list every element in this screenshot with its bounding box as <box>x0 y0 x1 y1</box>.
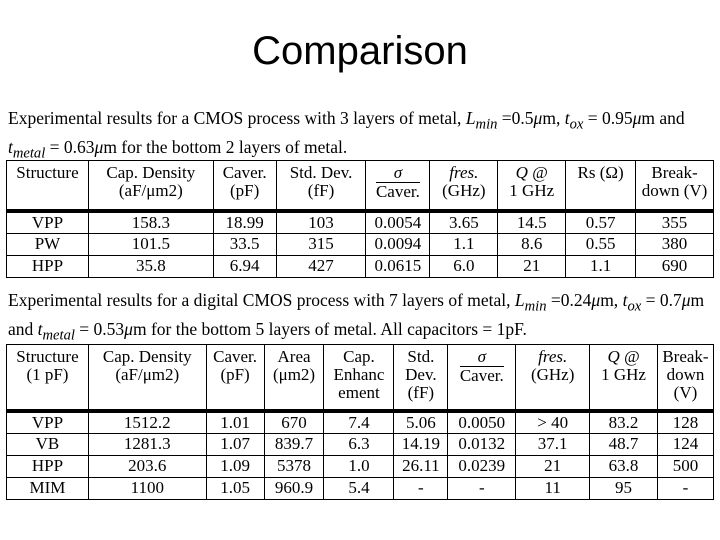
table-cell: 0.0050 <box>448 411 516 434</box>
table-row <box>7 455 714 477</box>
table-row <box>7 233 714 255</box>
table-cell: 63.8 <box>590 455 658 477</box>
header-area: Area (μm2) <box>264 345 324 411</box>
table-cell: 14.5 <box>498 211 566 234</box>
table-cell: 0.57 <box>566 211 636 234</box>
table-cell: 5.4 <box>324 477 394 499</box>
table-cell: 670 <box>264 411 324 434</box>
table-cell: 315 <box>276 233 366 255</box>
header-std-dev: Std. Dev. (fF) <box>394 345 448 411</box>
table-cell: 1.0 <box>324 455 394 477</box>
table-cell: 839.7 <box>264 433 324 455</box>
table-row <box>7 433 714 455</box>
table-cell: 0.0054 <box>366 211 430 234</box>
table-cell: 1100 <box>88 477 206 499</box>
header-fres: fres. (GHz) <box>516 345 590 411</box>
table-cell: 6.0 <box>430 255 498 277</box>
table1-header-row <box>7 161 714 211</box>
table2-caption: Experimental results for a digital CMOS process with 7 layers of metal, $L_{min} =0.24\mu m$, $t_{ox} = 0.7\mu m$ and $t_{metal} = 0.53\mu m$ for the bottom 5 layers of metal. All capacitors = 1pF. <box>8 290 705 343</box>
header-std-dev: Std. Dev. (fF) <box>276 161 366 211</box>
header-fres: fres. (GHz) <box>430 161 498 211</box>
table-cell: 21 <box>498 255 566 277</box>
header-structure: Structure (1 pF) <box>7 345 89 411</box>
table-cell: 124 <box>657 433 713 455</box>
table-cell: - <box>448 477 516 499</box>
header-q: Q @ 1 GHz <box>498 161 566 211</box>
slide-title: Comparison <box>252 29 468 73</box>
table-cell: 103 <box>276 211 366 234</box>
table-cell: 6.94 <box>213 255 276 277</box>
table-cell: 380 <box>636 233 714 255</box>
table-cell: 101.5 <box>88 233 213 255</box>
table-cell: 1.09 <box>206 455 264 477</box>
table-cell: - <box>394 477 448 499</box>
table-row <box>7 477 714 499</box>
table-cell: 35.8 <box>88 255 213 277</box>
table-cell: - <box>657 477 713 499</box>
row-label: VPP <box>7 211 89 234</box>
row-label: HPP <box>7 255 89 277</box>
table2 <box>6 344 714 500</box>
header-structure: Structure <box>7 161 89 211</box>
table1 <box>6 160 714 278</box>
table-cell: 1.1 <box>430 233 498 255</box>
table-cell: 355 <box>636 211 714 234</box>
header-breakdown: Break- down (V) <box>657 345 713 411</box>
table-cell: 7.4 <box>324 411 394 434</box>
table-cell: 1281.3 <box>88 433 206 455</box>
table-row <box>7 211 714 234</box>
table-cell: 1.05 <box>206 477 264 499</box>
table-cell: 1.1 <box>566 255 636 277</box>
table-cell: 128 <box>657 411 713 434</box>
table-cell: > 40 <box>516 411 590 434</box>
table-cell: 14.19 <box>394 433 448 455</box>
header-sigma-ratio: $\frac{\sigma}{\text{Caver.}}$ <box>366 161 430 211</box>
header-breakdown: Break- down (V) <box>636 161 714 211</box>
header-caver: Caver. (pF) <box>213 161 276 211</box>
row-label: VPP <box>7 411 89 434</box>
header-cap-density: Cap. Density (aF/μm2) <box>88 161 213 211</box>
table2-header-row <box>7 345 714 411</box>
table-cell: 21 <box>516 455 590 477</box>
table-cell: 33.5 <box>213 233 276 255</box>
table-cell: 5378 <box>264 455 324 477</box>
table-cell: 8.6 <box>498 233 566 255</box>
row-label: PW <box>7 233 89 255</box>
table-row <box>7 411 714 434</box>
table-cell: 690 <box>636 255 714 277</box>
header-caver: Caver. (pF) <box>206 345 264 411</box>
table-cell: 203.6 <box>88 455 206 477</box>
row-label: HPP <box>7 455 89 477</box>
table-cell: 0.0094 <box>366 233 430 255</box>
table-cell: 158.3 <box>88 211 213 234</box>
table-cell: 37.1 <box>516 433 590 455</box>
table-cell: 500 <box>657 455 713 477</box>
table-cell: 1512.2 <box>88 411 206 434</box>
header-cap-density: Cap. Density (aF/μm2) <box>88 345 206 411</box>
table-cell: 11 <box>516 477 590 499</box>
table-cell: 6.3 <box>324 433 394 455</box>
table-cell: 48.7 <box>590 433 658 455</box>
table-cell: 1.01 <box>206 411 264 434</box>
row-label: VB <box>7 433 89 455</box>
header-rs: Rs (Ω) <box>566 161 636 211</box>
table-cell: 0.0132 <box>448 433 516 455</box>
header-q: Q @ 1 GHz <box>590 345 658 411</box>
row-label: MIM <box>7 477 89 499</box>
table-cell: 0.55 <box>566 233 636 255</box>
table1-caption: Experimental results for a CMOS process with 3 layers of metal, $L_{min} =0.5\mu m$, $t_{ox} = 0.95\mu m$ and $t_{metal} = 0.63\mu m$ for the bottom 2 layers of metal. <box>8 108 685 161</box>
table-cell: 427 <box>276 255 366 277</box>
table-cell: 1.07 <box>206 433 264 455</box>
table-cell: 95 <box>590 477 658 499</box>
table-cell: 83.2 <box>590 411 658 434</box>
table-cell: 0.0615 <box>366 255 430 277</box>
table-cell: 26.11 <box>394 455 448 477</box>
table-cell: 5.06 <box>394 411 448 434</box>
table-row <box>7 255 714 277</box>
header-cap-enhancement: Cap. Enhanc ement <box>324 345 394 411</box>
table-cell: 0.0239 <box>448 455 516 477</box>
table-cell: 960.9 <box>264 477 324 499</box>
table-cell: 3.65 <box>430 211 498 234</box>
header-sigma-ratio: $\frac{\sigma}{\text{Caver.}}$ <box>448 345 516 411</box>
table-cell: 18.99 <box>213 211 276 234</box>
